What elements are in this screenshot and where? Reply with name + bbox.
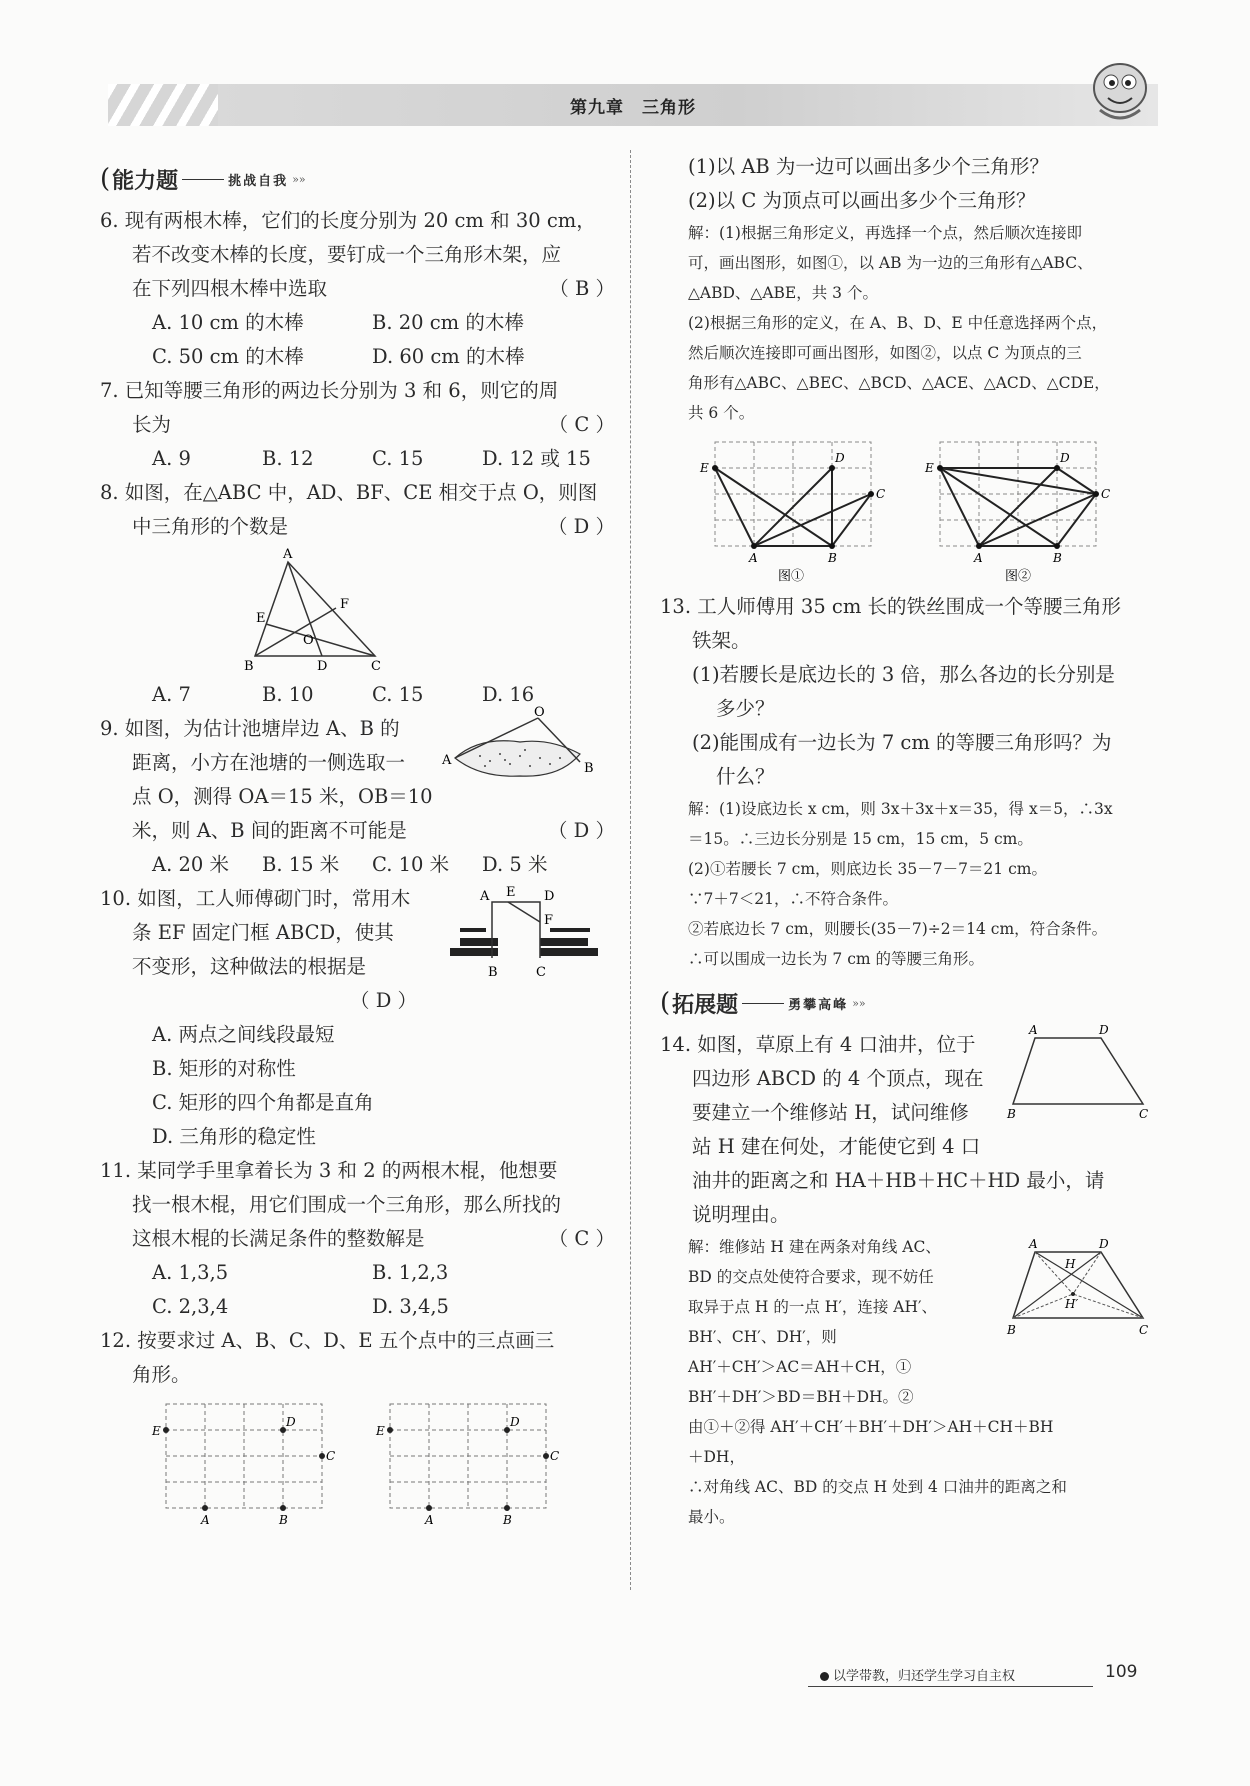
label-d: D	[510, 1415, 520, 1429]
sol-line: (2)①若腰长 7 cm，则底边长 35－7－7＝21 cm。	[688, 860, 1047, 878]
q12-solution	[660, 218, 1165, 428]
question-14	[660, 1024, 1165, 1232]
q12-subquestions	[660, 150, 1165, 218]
question-12	[100, 1324, 615, 1392]
sol-line: 解：(1)根据三角形定义，再选择一个点，然后顺次连接即	[688, 224, 1082, 242]
sol-line: 最小。	[688, 1508, 735, 1526]
q11-answer: （ C ）	[548, 1227, 615, 1250]
sol-line: AH′＋CH′＞AC＝AH＋CH，①	[688, 1358, 912, 1376]
label-e: E	[925, 461, 934, 475]
q9-line: 点 O，测得 OA＝15 米，OB＝10	[132, 785, 433, 808]
label-a: A	[201, 1513, 210, 1527]
q9-pond-figure	[440, 706, 610, 801]
label-c: C	[1139, 1107, 1149, 1121]
mascot-icon	[1080, 52, 1160, 132]
q13-line: 13. 工人师傅用 35 cm 长的铁丝围成一个等腰三角形	[660, 595, 1122, 618]
option: C. 10 米	[372, 853, 450, 876]
label-a: A	[425, 1513, 434, 1527]
q14-line: 四边形 ABCD 的 4 个顶点，现在	[692, 1067, 984, 1090]
section-ability-header	[100, 158, 615, 200]
question-9	[100, 706, 615, 848]
sol-line: 然后顺次连接即可画出图形，如图②，以点 C 为顶点的三	[688, 344, 1082, 362]
page-number: 109	[1105, 1662, 1138, 1682]
q10-line: 不变形，这种做法的根据是	[132, 955, 367, 978]
sol-line: 可，画出图形，如图①，以 AB 为一边的三角形有△ABC、	[688, 254, 1093, 272]
q10-door-figure	[450, 882, 610, 982]
q14-line: 14. 如图，草原上有 4 口油井，位于	[660, 1033, 976, 1056]
q10-options	[100, 1018, 615, 1154]
label-d: D	[1099, 1238, 1109, 1251]
sol-line: BH′＋DH′＞BD＝BH＋DH。②	[688, 1388, 914, 1406]
label-d: D	[317, 659, 328, 674]
label-b: B	[244, 659, 254, 674]
option: C. 矩形的四个角都是直角	[152, 1091, 374, 1114]
right-column	[660, 150, 1165, 1532]
sol-line: BD 的交点处使符合要求，现不妨任	[688, 1268, 934, 1286]
q7-line-with-answer	[100, 408, 615, 442]
section-dash	[182, 179, 224, 180]
label-e: E	[152, 1424, 161, 1438]
sol-line: ＝15。∴三边长分别是 15 cm，15 cm，5 cm。	[688, 830, 1033, 848]
q6-options	[100, 306, 615, 374]
label-b: B	[503, 1513, 512, 1527]
option: D. 12 或 15	[482, 447, 591, 470]
q12-solution-figures	[660, 434, 1165, 584]
q14-line: 说明理由。	[692, 1203, 790, 1226]
q12-sub: (1)以 AB 为一边可以画出多少个三角形？	[688, 155, 1049, 178]
label-c: C	[536, 965, 546, 980]
q9-options	[100, 848, 615, 882]
q6-answer: （ B ）	[549, 277, 615, 300]
q11-line: 11. 某同学手里拿着长为 3 和 2 的两根木棍，他想要	[100, 1159, 558, 1182]
question-10	[100, 882, 615, 1018]
label-d: D	[1060, 451, 1070, 465]
option: D. 3,4,5	[372, 1295, 449, 1318]
question-13	[660, 590, 1165, 794]
label-d: D	[1099, 1024, 1109, 1037]
chapter-header	[108, 84, 1158, 126]
label-b: B	[1007, 1323, 1016, 1337]
question-11	[100, 1154, 615, 1256]
q14-line: 油井的距离之和 HA＋HB＋HC＋HD 最小，请	[692, 1169, 1105, 1192]
q13-solution	[660, 794, 1165, 974]
label-a: A	[1029, 1238, 1038, 1251]
option: A. 1,3,5	[152, 1261, 229, 1284]
option: B. 1,2,3	[372, 1261, 449, 1284]
q14-line: 站 H 建在何处，才能使它到 4 口	[692, 1135, 981, 1158]
section-bracket-icon: (	[100, 164, 111, 194]
option: A. 7	[152, 683, 191, 706]
option: D. 16	[482, 683, 535, 706]
q10-line: 10. 如图，工人师傅砌门时，常用木	[100, 887, 411, 910]
label-b: B	[488, 965, 498, 980]
q7-line: 长为	[132, 413, 172, 436]
q14-trapezoid-figure	[1005, 1024, 1155, 1124]
section-name: 能力题	[112, 168, 179, 194]
footer-rule	[808, 1686, 1093, 1687]
q14-solution-block	[660, 1232, 1165, 1532]
label-b: B	[1053, 551, 1062, 565]
option: D. 三角形的稳定性	[152, 1125, 316, 1148]
label-h-prime: H′	[1065, 1297, 1079, 1311]
q9-answer: （ D ）	[547, 819, 615, 842]
label-c: C	[550, 1449, 560, 1463]
label-d: D	[286, 1415, 296, 1429]
bullet-icon	[820, 1672, 829, 1681]
sol-line: 由①＋②得 AH′＋CH′＋BH′＋DH′＞AH＋CH＋BH	[688, 1418, 1054, 1436]
sol-line: 解：(1)设底边长 x cm，则 3x＋3x＋x＝35，得 x＝5，∴3x	[688, 800, 1113, 818]
chapter-title: 第九章 三角形	[570, 98, 696, 118]
section-bracket-icon: (	[660, 988, 671, 1018]
q10-line: 条 EF 固定门框 ABCD，使其	[132, 921, 394, 944]
sol-line: (2)根据三角形的定义，在 A、B、D、E 中任意选择两个点，	[688, 314, 1108, 332]
q12-blank-grids	[100, 1392, 615, 1532]
q6-line: 6. 现有两根木棒，它们的长度分别为 20 cm 和 30 cm，	[100, 209, 596, 232]
section-subtitle: 挑战自我	[228, 173, 289, 189]
option: A. 9	[152, 447, 191, 470]
q13-sub: 多少？	[716, 697, 775, 720]
label-e: E	[700, 461, 709, 475]
label-d: D	[835, 451, 845, 465]
sol-line: 取异于点 H 的一点 H′，连接 AH′、	[688, 1298, 937, 1316]
q6-line-with-answer	[100, 272, 615, 306]
option: B. 矩形的对称性	[152, 1057, 296, 1080]
option: B. 12	[262, 447, 314, 470]
label-e: E	[376, 1424, 385, 1438]
figure-1-caption: 图①	[778, 569, 805, 584]
sol-line: ②若底边长 7 cm，则腰长(35－7)÷2＝14 cm，符合条件。	[688, 920, 1108, 938]
option: A. 10 cm 的木棒	[152, 311, 304, 334]
label-a: A	[283, 547, 293, 562]
q7-answer: （ C ）	[548, 413, 615, 436]
chevrons-icon: »»	[292, 172, 306, 186]
q10-answer: （ D ）	[350, 989, 418, 1012]
q14-line: 要建立一个维修站 H，试问维修	[692, 1101, 969, 1124]
q13-line: 铁架。	[692, 629, 751, 652]
sol-line: 共 6 个。	[688, 404, 755, 422]
section-subtitle: 勇攀高峰	[788, 997, 849, 1013]
label-f: F	[340, 597, 350, 612]
sol-line: ∴可以围成一边长为 7 cm 的等腰三角形。	[688, 950, 985, 968]
option: C. 15	[372, 447, 424, 470]
column-divider	[630, 150, 631, 1590]
label-b: B	[1007, 1107, 1016, 1121]
q8-triangle-figure	[100, 544, 615, 674]
section-dash	[742, 1003, 784, 1004]
left-column	[100, 150, 615, 1536]
label-a: A	[974, 551, 983, 565]
option: D. 5 米	[482, 853, 548, 876]
q8-answer: （ D ）	[547, 515, 615, 538]
question-7	[100, 374, 615, 442]
label-b: B	[279, 1513, 288, 1527]
label-a: A	[480, 889, 490, 904]
option: B. 10	[262, 683, 314, 706]
option: C. 15	[372, 683, 424, 706]
label-h: H	[1065, 1257, 1076, 1271]
q11-line: 这根木棍的长满足条件的整数解是	[132, 1227, 425, 1250]
q8-line: 8. 如图，在△ABC 中，AD、BF、CE 相交于点 O，则图	[100, 481, 598, 504]
sol-line: △ABD、△ABE，共 3 个。	[688, 284, 878, 302]
label-d: D	[544, 889, 555, 904]
option: C. 50 cm 的木棒	[152, 345, 304, 368]
q12-sub: (2)以 C 为顶点可以画出多少个三角形？	[688, 189, 1036, 212]
sol-line: ＋DH，	[688, 1448, 745, 1466]
label-c: C	[1101, 487, 1111, 501]
section-name: 拓展题	[672, 992, 739, 1018]
label-f: F	[544, 913, 554, 928]
q14-solution-figure	[1005, 1238, 1155, 1343]
label-c: C	[371, 659, 381, 674]
label-c: C	[876, 487, 886, 501]
option: A. 两点之间线段最短	[152, 1023, 335, 1046]
q9-line: 9. 如图，为估计池塘岸边 A、B 的	[100, 717, 400, 740]
option: B. 20 cm 的木棒	[372, 311, 524, 334]
q8-line: 中三角形的个数是	[132, 515, 289, 538]
q13-sub: (1)若腰长是底边长的 3 倍，那么各边的长分别是	[692, 663, 1115, 686]
sol-line: 角形有△ABC、△BEC、△BCD、△ACE、△ACD、△CDE，	[688, 374, 1110, 392]
q12-line: 角形。	[132, 1363, 191, 1386]
figure-2-caption: 图②	[1005, 569, 1032, 584]
section-extension-header	[660, 982, 1165, 1024]
label-e: E	[506, 885, 516, 900]
label-o: O	[303, 633, 314, 648]
label-o: O	[534, 706, 545, 720]
sol-line: BH′、CH′、DH′，则	[688, 1328, 837, 1346]
footer-motto	[820, 1665, 1015, 1684]
q6-line: 若不改变木棒的长度，要钉成一个三角形木架，应	[132, 243, 562, 266]
label-a: A	[442, 753, 452, 768]
label-e: E	[256, 611, 266, 626]
question-8	[100, 476, 615, 544]
q7-line: 7. 已知等腰三角形的两边长分别为 3 和 6，则它的周	[100, 379, 559, 402]
label-a: A	[1029, 1024, 1038, 1037]
sol-line: ∴对角线 AC、BD 的交点 H 处到 4 口油井的距离之和	[688, 1478, 1067, 1496]
question-6	[100, 204, 615, 306]
label-b: B	[828, 551, 837, 565]
q7-options	[100, 442, 615, 476]
q9-line: 米，则 A、B 间的距离不可能是	[132, 819, 407, 842]
q6-line: 在下列四根木棒中选取	[132, 277, 328, 300]
motto-text: 以学带教，归还学生学习自主权	[833, 1669, 1016, 1684]
option: D. 60 cm 的木棒	[372, 345, 525, 368]
q9-line-with-answer	[100, 814, 615, 848]
q13-sub: 什么？	[716, 765, 775, 788]
option: C. 2,3,4	[152, 1295, 229, 1318]
q9-line: 距离，小方在池塘的一侧选取一	[132, 751, 406, 774]
label-a: A	[749, 551, 758, 565]
q8-line-with-answer	[100, 510, 615, 544]
chevrons-icon: »»	[852, 996, 866, 1010]
q11-options	[100, 1256, 615, 1324]
option: B. 15 米	[262, 853, 340, 876]
label-c: C	[326, 1449, 336, 1463]
q11-line: 找一根木棍，用它们围成一个三角形，那么所找的	[132, 1193, 562, 1216]
sol-line: ∵7＋7＜21，∴不符合条件。	[688, 890, 898, 908]
label-c: C	[1139, 1323, 1149, 1337]
sol-line: 解：维修站 H 建在两条对角线 AC、	[688, 1238, 941, 1256]
q13-sub: (2)能围成有一边长为 7 cm 的等腰三角形吗？为	[692, 731, 1112, 754]
q12-line: 12. 按要求过 A、B、C、D、E 五个点中的三点画三	[100, 1329, 555, 1352]
label-b: B	[584, 761, 594, 776]
option: A. 20 米	[152, 853, 229, 876]
q11-line-with-answer	[100, 1222, 615, 1256]
